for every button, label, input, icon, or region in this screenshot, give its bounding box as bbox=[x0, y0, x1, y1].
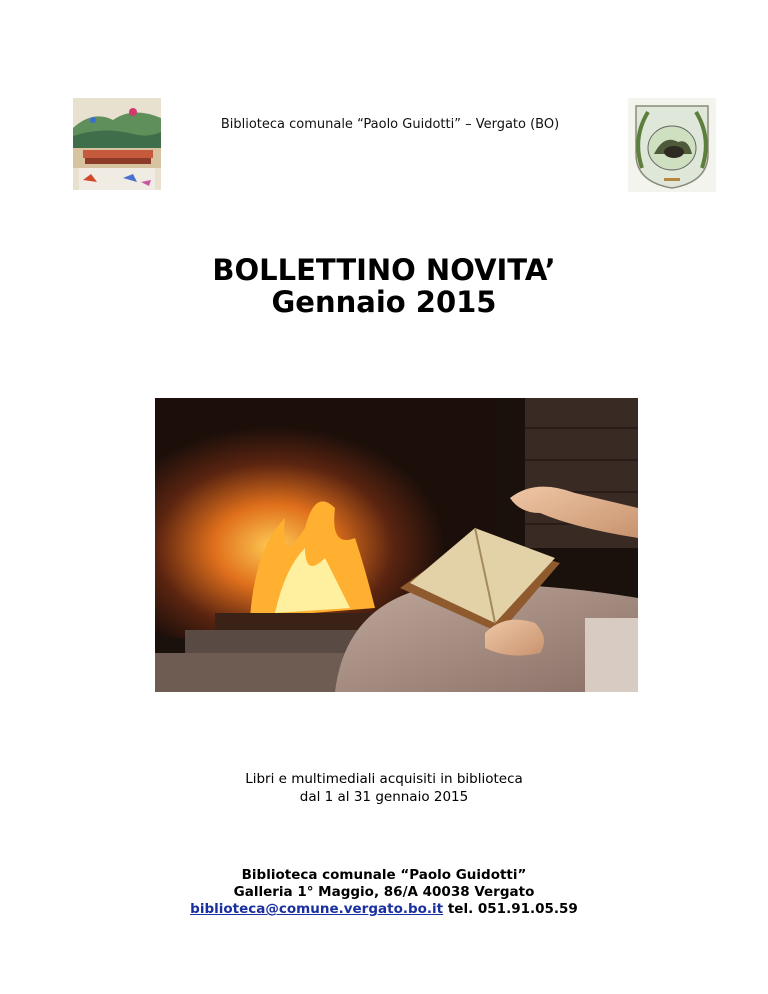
caption-line-2: dal 1 al 31 gennaio 2015 bbox=[299, 789, 469, 805]
caption-line-1: Libri e multimediali acquisiti in biblioteca bbox=[245, 771, 523, 787]
footer-library-name: Biblioteca comunale “Paolo Guidotti” bbox=[241, 867, 527, 883]
fireplace-reading-photo bbox=[155, 398, 638, 692]
bulletin-period: Gennaio 2015 bbox=[271, 285, 497, 319]
footer-address: Galleria 1° Maggio, 86/A 40038 Vergato bbox=[233, 884, 535, 900]
footer-contact bbox=[0, 900, 768, 919]
footer-phone: tel. 051.91.05.59 bbox=[447, 901, 578, 917]
library-painting-logo bbox=[73, 98, 161, 190]
email-link[interactable]: biblioteca@comune.vergato.bo.it bbox=[190, 901, 444, 917]
bulletin-title: BOLLETTINO NOVITA’ bbox=[212, 253, 556, 287]
library-header-line: Biblioteca comunale “Paolo Guidotti” – Vergato (BO) bbox=[220, 117, 560, 132]
municipal-coat-of-arms bbox=[628, 98, 716, 192]
